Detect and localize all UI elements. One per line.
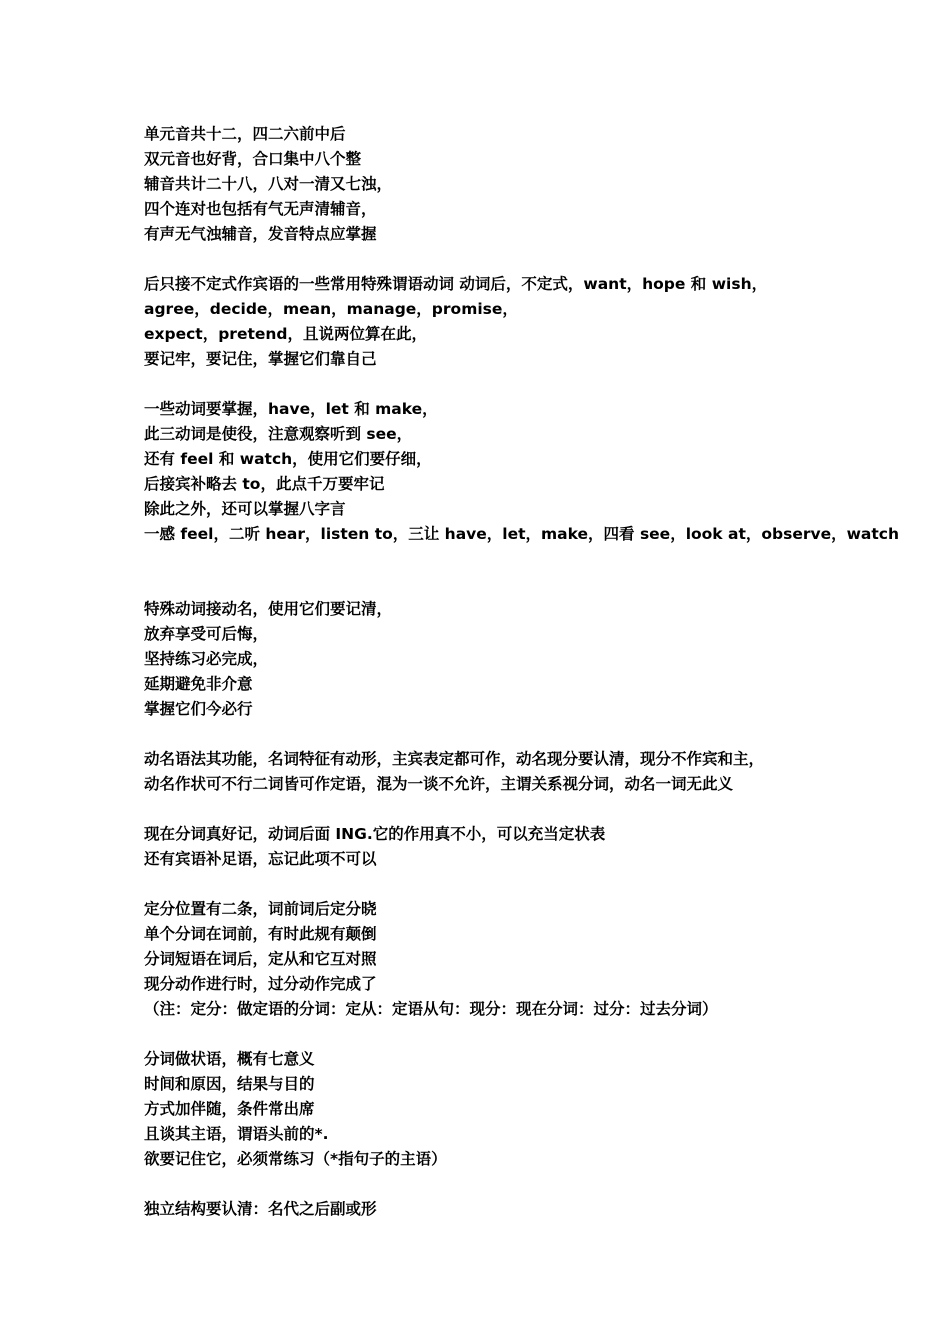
text-line: 一些动词要掌握，have，let 和 make， [144,400,438,418]
text-line: 分词短语在词后，定从和它互对照 [144,950,377,968]
text-line: 方式加伴随，条件常出席 [144,1100,315,1118]
text-line: 后接宾补略去 to，此点千万要牢记 [144,475,385,493]
blank-line [144,247,934,272]
blank-line [144,722,934,747]
text-line: 单元音共十二，四二六前中后 [144,125,346,143]
text-line: 动名作状可不行二词皆可作定语，混为一谈不允许，主谓关系视分词，动名一词无此义 [144,775,734,793]
text-line: 要记牢，要记住，掌握它们靠自己 [144,350,377,368]
blank-line [144,872,934,897]
text-line: （注：定分：做定语的分词：定从：定语从句：现分：现在分词：过分：过去分词） [144,1000,718,1018]
text-line: 坚持练习必完成， [144,650,269,668]
blank-line [144,572,934,597]
text-line: expect，pretend，且说两位算在此， [144,325,428,343]
text-line: 辅音共计二十八，八对一清又七浊， [144,175,393,193]
text-line: 特殊动词接动名，使用它们要记清， [144,600,393,618]
text-line: 且谈其主语，谓语头前的*. [144,1125,329,1143]
blank-line [144,372,934,397]
text-line: 单个分词在词前，有时此规有颠倒 [144,925,377,943]
text-line: 独立结构要认清：名代之后副或形 [144,1200,377,1218]
blank-line [144,547,934,572]
text-line: 还有宾语补足语，忘记此项不可以 [144,850,377,868]
text-line: 后只接不定式作宾语的一些常用特殊谓语动词 动词后，不定式，want，hope 和 wish， [144,275,768,293]
text-line: 现分动作进行时，过分动作完成了 [144,975,377,993]
text-line: 延期避免非介意 [144,675,253,693]
text-line: 放弃享受可后悔， [144,625,269,643]
blank-line [144,1022,934,1047]
text-line: 掌握它们今必行 [144,700,253,718]
text-line: 时间和原因，结果与目的 [144,1075,315,1093]
text-line: agree，decide，mean，manage，promise， [144,300,518,318]
text-line: 四个连对也包括有气无声清辅音， [144,200,377,218]
text-line: 还有 feel 和 watch，使用它们要仔细， [144,450,432,468]
text-line: 欲要记住它，必须常练习（*指句子的主语） [144,1150,447,1168]
text-line: 除此之外，还可以掌握八字言 [144,500,346,518]
text-line: 动名语法其功能，名词特征有动形，主宾表定都可作，动名现分要认清，现分不作宾和主， [144,750,765,768]
blank-line [144,1172,934,1197]
document-page [144,122,934,1222]
text-line: 现在分词真好记，动词后面 ING.它的作用真不小，可以充当定状表 [144,825,606,843]
text-line: 定分位置有二条，词前词后定分晓 [144,900,377,918]
text-line: 有声无气浊辅音，发音特点应掌握 [144,225,377,243]
text-line: 双元音也好背，合口集中八个整 [144,150,362,168]
text-line: 一感 feel，二听 hear，listen to，三让 have，let，make，四看 see，look at，observe，watch [144,525,900,543]
text-line: 此三动词是使役，注意观察听到 see， [144,425,413,443]
blank-line [144,797,934,822]
text-line: 分词做状语，概有七意义 [144,1050,315,1068]
